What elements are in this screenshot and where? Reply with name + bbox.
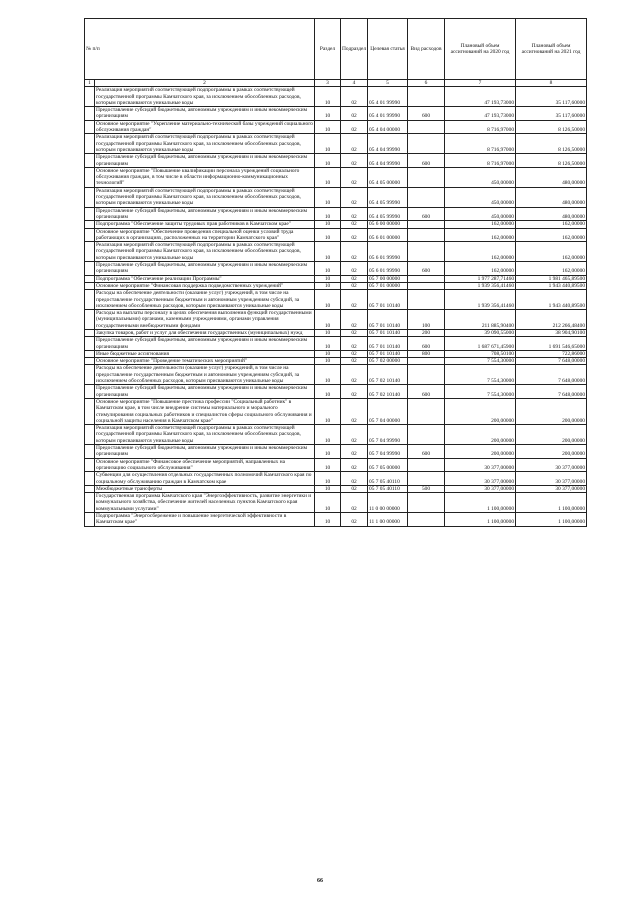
- row-amount-2021-cell: 200,00000: [516, 445, 587, 459]
- row-razdel-cell: 10: [315, 385, 341, 399]
- row-podrazdel-cell: 02: [341, 275, 368, 282]
- row-name-cell: Предоставление субсидий бюджетным, автономным учреждениям и иным некоммерческим организациям: [95, 337, 315, 351]
- row-number-cell: [85, 275, 95, 282]
- row-podrazdel-cell: 02: [341, 120, 368, 134]
- row-number-cell: [85, 472, 95, 486]
- row-number-cell: [85, 120, 95, 134]
- row-podrazdel-cell: 02: [341, 87, 368, 107]
- table-row: [85, 358, 587, 365]
- row-razdel-cell: 10: [315, 472, 341, 486]
- row-amount-2021-cell: 30 377,00000: [516, 458, 587, 472]
- row-target-article-cell: 05 7 05 40110: [368, 472, 408, 486]
- row-target-article-cell: 05 7 02 10140: [368, 365, 408, 385]
- row-number-cell: [85, 493, 95, 513]
- row-amount-2021-cell: 30 377,00000: [516, 485, 587, 492]
- row-number-cell: [85, 329, 95, 336]
- row-expense-type-cell: 200: [408, 329, 445, 336]
- row-name-cell: Реализация мероприятий соответствующей подпрограммы в рамках соответствующей государственной программы Камчатского края, за исключением обособленных расходов, которым присваиваются уникальные коды: [95, 242, 315, 262]
- table-row: [85, 350, 587, 357]
- row-amount-2021-cell: 38 904,90100: [516, 329, 587, 336]
- row-target-article-cell: 05 7 01 00000: [368, 282, 408, 289]
- row-podrazdel-cell: 02: [341, 154, 368, 168]
- row-amount-2021-cell: 1 943 440,89500: [516, 282, 587, 289]
- row-razdel-cell: 10: [315, 485, 341, 492]
- row-number-cell: [85, 358, 95, 365]
- row-name-cell: Подпрограмма "Обеспечение защиты трудовых прав работников в Камчатском крае": [95, 221, 315, 228]
- row-razdel-cell: 10: [315, 107, 341, 121]
- row-expense-type-cell: [408, 472, 445, 486]
- table-row: [85, 187, 587, 207]
- row-target-article-cell: 05 7 04 99990: [368, 445, 408, 459]
- row-amount-2020-cell: 450,00000: [445, 187, 516, 207]
- row-amount-2020-cell: 1 977 287,71460: [445, 275, 516, 282]
- row-name-cell: Расходы на обеспечение деятельности (оказание услуг) учреждений, в том числе на предоставление государственным бюджетным и автономным учреждениям субсидий, за исключением обособленных расходов, которым присваиваются уникальные коды: [95, 290, 315, 310]
- row-number-cell: [85, 221, 95, 228]
- table-row: [85, 242, 587, 262]
- row-target-article-cell: 05 4 01 99990: [368, 107, 408, 121]
- row-target-article-cell: 05 7 05 00000: [368, 458, 408, 472]
- row-amount-2021-cell: 480,00000: [516, 167, 587, 187]
- row-number-cell: [85, 282, 95, 289]
- table-row: [85, 228, 587, 242]
- row-razdel-cell: 10: [315, 167, 341, 187]
- row-number-cell: [85, 365, 95, 385]
- row-amount-2020-cell: 7 554,30000: [445, 365, 516, 385]
- row-name-cell: Межбюджетные трансферты: [95, 485, 315, 492]
- row-amount-2020-cell: 200,00000: [445, 398, 516, 424]
- row-razdel-cell: 10: [315, 242, 341, 262]
- row-name-cell: Реализация мероприятий соответствующей подпрограммы в рамках соответствующей государственной программы Камчатского края, за исключением обособленных расходов, которым присваиваются уникальные коды: [95, 425, 315, 445]
- row-podrazdel-cell: 02: [341, 398, 368, 424]
- table-row: [85, 120, 587, 134]
- row-expense-type-cell: [408, 358, 445, 365]
- row-podrazdel-cell: 02: [341, 221, 368, 228]
- table-row: [85, 275, 587, 282]
- row-razdel-cell: 10: [315, 310, 341, 330]
- row-amount-2021-cell: 480,00000: [516, 187, 587, 207]
- row-amount-2021-cell: 162,00000: [516, 228, 587, 242]
- row-amount-2021-cell: 35 117,60000: [516, 87, 587, 107]
- row-name-cell: Основное мероприятие "Обеспечение проведения специальной оценки условий труда работающих в организациях, расположенных на территории Камчатского края": [95, 228, 315, 242]
- row-expense-type-cell: [408, 242, 445, 262]
- table-row: [85, 329, 587, 336]
- row-razdel-cell: 10: [315, 458, 341, 472]
- row-razdel-cell: 10: [315, 513, 341, 527]
- row-amount-2020-cell: 1 100,00000: [445, 493, 516, 513]
- row-expense-type-cell: [408, 282, 445, 289]
- row-razdel-cell: 10: [315, 207, 341, 221]
- row-name-cell: Подпрограмма "Обеспечение реализации Программы": [95, 275, 315, 282]
- row-podrazdel-cell: 02: [341, 134, 368, 154]
- header-volume-2020: Плановый объем ассигнований на 2020 год: [445, 19, 516, 80]
- row-podrazdel-cell: 02: [341, 329, 368, 336]
- row-target-article-cell: 05 4 05 99990: [368, 187, 408, 207]
- table-row: [85, 134, 587, 154]
- row-amount-2020-cell: 8 716,97000: [445, 120, 516, 134]
- row-number-cell: [85, 485, 95, 492]
- row-amount-2020-cell: 708,50100: [445, 350, 516, 357]
- row-amount-2021-cell: 1 100,00000: [516, 513, 587, 527]
- row-expense-type-cell: 500: [408, 485, 445, 492]
- row-razdel-cell: 10: [315, 282, 341, 289]
- row-expense-type-cell: 600: [408, 207, 445, 221]
- table-row: [85, 282, 587, 289]
- row-amount-2021-cell: 480,00000: [516, 207, 587, 221]
- row-amount-2020-cell: 8 716,97000: [445, 134, 516, 154]
- row-amount-2021-cell: 212 266,48400: [516, 310, 587, 330]
- row-target-article-cell: 05 7 01 10140: [368, 337, 408, 351]
- row-podrazdel-cell: 02: [341, 167, 368, 187]
- table-row: [85, 513, 587, 527]
- row-number-cell: [85, 425, 95, 445]
- row-razdel-cell: 10: [315, 337, 341, 351]
- row-number-cell: [85, 242, 95, 262]
- row-expense-type-cell: [408, 425, 445, 445]
- budget-table: [84, 18, 587, 527]
- column-number: 8: [516, 80, 587, 87]
- row-amount-2021-cell: 8 126,50000: [516, 154, 587, 168]
- row-name-cell: Основное мероприятие "Проведение тематических мероприятий": [95, 358, 315, 365]
- page-number: 66: [317, 878, 323, 884]
- row-amount-2020-cell: 162,00000: [445, 242, 516, 262]
- row-podrazdel-cell: 02: [341, 107, 368, 121]
- table-row: [85, 398, 587, 424]
- row-name-cell: Расходы на обеспечение деятельности (оказание услуг) учреждений, в том числе на предоставление государственным бюджетным и автономным учреждениям субсидий, за исключением обособленных расходов, которым присваиваются уникальные коды: [95, 365, 315, 385]
- row-name-cell: Основное мероприятие "Укрепление материально-технической базы учреждений социального обслуживания граждан": [96, 120, 313, 134]
- row-amount-2020-cell: 1 687 671,45900: [445, 337, 516, 351]
- row-expense-type-cell: 600: [408, 337, 445, 351]
- row-number-cell: [85, 513, 95, 527]
- table-row: [85, 221, 587, 228]
- row-amount-2021-cell: 7 648,00000: [516, 385, 587, 399]
- row-name-cell: Государственная программа Камчатского края "Энергоэффективность, развитие энергетики и коммунального хозяйства, обеспечение жителей населенных пунктов Камчатского края коммунальными услугами": [95, 493, 315, 513]
- row-podrazdel-cell: 02: [341, 472, 368, 486]
- row-podrazdel-cell: 02: [341, 458, 368, 472]
- table-row: [85, 385, 587, 399]
- row-razdel-cell: 10: [315, 493, 341, 513]
- row-podrazdel-cell: 02: [341, 282, 368, 289]
- table-row: [85, 154, 587, 168]
- column-number: 5: [368, 80, 408, 87]
- row-expense-type-cell: 600: [408, 445, 445, 459]
- row-amount-2021-cell: 1 943 440,89500: [516, 290, 587, 310]
- row-expense-type-cell: [408, 228, 445, 242]
- row-amount-2020-cell: 1 939 356,41460: [445, 282, 516, 289]
- row-podrazdel-cell: 02: [341, 242, 368, 262]
- row-razdel-cell: 10: [315, 290, 341, 310]
- header-row: [85, 19, 587, 80]
- row-podrazdel-cell: 02: [341, 310, 368, 330]
- column-number: 6: [408, 80, 445, 87]
- row-amount-2020-cell: 7 554,30000: [445, 385, 516, 399]
- row-expense-type-cell: [408, 167, 445, 187]
- row-razdel-cell: 10: [315, 187, 341, 207]
- row-podrazdel-cell: 02: [341, 207, 368, 221]
- table-row: [85, 493, 587, 513]
- row-expense-type-cell: 600: [408, 107, 445, 121]
- row-amount-2020-cell: 211 885,90400: [445, 310, 516, 330]
- column-number: 1: [85, 80, 95, 87]
- row-number-cell: [85, 385, 95, 399]
- row-number-cell: [85, 167, 95, 187]
- row-podrazdel-cell: 02: [341, 445, 368, 459]
- row-target-article-cell: 05 6 00 00000: [368, 221, 408, 228]
- row-name-cell: Основное мероприятие "Повышение квалификации персонала учреждений социального обслуживания граждан, в том числе в области информационно-коммуникационных технологий": [95, 167, 315, 187]
- row-name-cell: Основное мероприятие "Финансовое обеспечение мероприятий, направленных на организацию социального обслуживания": [95, 458, 315, 472]
- table-row: [85, 337, 587, 351]
- row-amount-2021-cell: 8 126,50000: [516, 120, 587, 134]
- row-amount-2020-cell: 30 377,00000: [445, 472, 516, 486]
- row-amount-2020-cell: 200,00000: [445, 445, 516, 459]
- row-number-cell: [85, 398, 95, 424]
- row-amount-2021-cell: 200,00000: [516, 425, 587, 445]
- row-name-cell: Основное мероприятие "Повышение престижа профессии "Социальный работник" в Камчатском крае, в том числе внедрение системы материального и морального стимулирования социальных работников и специалистов сферы социального обслуживания и социальной защиты населения в Камчатском крае": [95, 398, 315, 424]
- header-razdel: Раздел: [315, 19, 341, 80]
- row-amount-2020-cell: 47 193,73000: [445, 107, 516, 121]
- row-amount-2021-cell: 162,00000: [516, 221, 587, 228]
- row-target-article-cell: 05 7 02 00000: [368, 358, 408, 365]
- row-amount-2021-cell: 162,00000: [516, 262, 587, 276]
- row-target-article-cell: 05 7 01 10140: [368, 290, 408, 310]
- table-row: [85, 262, 587, 276]
- row-amount-2021-cell: 1 981 465,89500: [516, 275, 587, 282]
- row-expense-type-cell: [408, 290, 445, 310]
- row-target-article-cell: 05 7 01 10140: [368, 329, 408, 336]
- row-amount-2020-cell: 1 100,00000: [445, 513, 516, 527]
- row-amount-2021-cell: 722,86000: [516, 350, 587, 357]
- column-number: 3: [315, 80, 341, 87]
- row-expense-type-cell: [408, 221, 445, 228]
- row-target-article-cell: 05 7 04 00000: [368, 398, 408, 424]
- row-amount-2021-cell: 162,00000: [516, 242, 587, 262]
- row-number-cell: [85, 228, 95, 242]
- row-target-article-cell: 05 6 01 99990: [368, 262, 408, 276]
- row-podrazdel-cell: 02: [341, 358, 368, 365]
- row-name-cell: Предоставление субсидий бюджетным, автономным учреждениям и иным некоммерческим организациям: [95, 262, 315, 276]
- row-name-cell: Закупка товаров, работ и услуг для обеспечения государственных (муниципальных) нужд: [95, 329, 315, 336]
- row-podrazdel-cell: 02: [341, 485, 368, 492]
- row-name-cell: Предоставление субсидий бюджетным, автономным учреждениям и иным некоммерческим организациям: [95, 385, 315, 399]
- row-name-cell: Иные бюджетные ассигнования: [95, 350, 315, 357]
- row-razdel-cell: 10: [315, 365, 341, 385]
- row-amount-2021-cell: 35 117,60000: [516, 107, 587, 121]
- row-amount-2020-cell: 8 716,97000: [445, 154, 516, 168]
- row-razdel-cell: 10: [315, 425, 341, 445]
- column-number: 7: [445, 80, 516, 87]
- row-target-article-cell: 05 4 05 99990: [368, 207, 408, 221]
- row-amount-2020-cell: 30 377,00000: [445, 485, 516, 492]
- table-row: [85, 425, 587, 445]
- header-expense-type: Вид расходов: [408, 19, 445, 80]
- row-podrazdel-cell: 02: [341, 493, 368, 513]
- row-name-cell: Предоставление субсидий бюджетным, автономным учреждениям и иным некоммерческим организациям: [95, 207, 315, 221]
- row-target-article-cell: 05 4 05 00000: [368, 167, 408, 187]
- row-amount-2020-cell: 450,00000: [445, 167, 516, 187]
- row-name-cell: Предоставление субсидий бюджетным, автономным учреждениям и иным некоммерческим организациям: [95, 154, 315, 168]
- row-razdel-cell: 10: [315, 358, 341, 365]
- row-target-article-cell: 05 6 01 99990: [368, 242, 408, 262]
- row-expense-type-cell: [408, 365, 445, 385]
- row-amount-2021-cell: 8 126,50000: [516, 134, 587, 154]
- table-row: [85, 167, 587, 187]
- row-amount-2020-cell: 200,00000: [445, 425, 516, 445]
- row-amount-2020-cell: 162,00000: [445, 221, 516, 228]
- row-podrazdel-cell: 02: [341, 513, 368, 527]
- row-razdel-cell: 10: [315, 120, 341, 134]
- row-number-cell: [85, 87, 95, 107]
- row-expense-type-cell: [408, 513, 445, 527]
- row-amount-2020-cell: 39 090,55000: [445, 329, 516, 336]
- row-target-article-cell: 11 0 00 00000: [368, 493, 408, 513]
- table-row: [85, 485, 587, 492]
- row-amount-2020-cell: 162,00000: [445, 228, 516, 242]
- row-razdel-cell: 10: [315, 329, 341, 336]
- row-razdel-cell: 10: [315, 134, 341, 154]
- row-target-article-cell: 05 7 00 00000: [368, 275, 408, 282]
- table-row: [85, 445, 587, 459]
- table-row: [85, 207, 587, 221]
- row-number-cell: [85, 187, 95, 207]
- row-podrazdel-cell: 02: [341, 385, 368, 399]
- header-target-article: Целевая статья: [368, 19, 408, 80]
- row-amount-2021-cell: 7 648,00000: [516, 365, 587, 385]
- row-expense-type-cell: 600: [408, 154, 445, 168]
- row-target-article-cell: 05 4 04 99990: [368, 134, 408, 154]
- row-amount-2020-cell: 162,00000: [445, 262, 516, 276]
- row-number-cell: [85, 458, 95, 472]
- row-target-article-cell: 05 7 02 10140: [368, 385, 408, 399]
- row-target-article-cell: 05 4 04 00000: [368, 120, 408, 134]
- row-target-article-cell: 05 7 04 99990: [368, 425, 408, 445]
- row-razdel-cell: 10: [315, 87, 341, 107]
- header-volume-2021: Плановый объем ассигнований на 2021 год: [516, 19, 587, 80]
- row-podrazdel-cell: 02: [341, 337, 368, 351]
- row-number-cell: [85, 107, 95, 121]
- row-razdel-cell: 10: [315, 350, 341, 357]
- row-target-article-cell: 05 4 01 99990: [368, 87, 408, 107]
- row-amount-2021-cell: 30 377,00000: [516, 472, 587, 486]
- row-target-article-cell: 05 4 04 99990: [368, 154, 408, 168]
- table-row: [85, 310, 587, 330]
- row-podrazdel-cell: 02: [341, 262, 368, 276]
- row-razdel-cell: 10: [315, 154, 341, 168]
- row-amount-2020-cell: 47 193,73000: [445, 87, 516, 107]
- row-amount-2021-cell: 1 100,00000: [516, 493, 587, 513]
- row-name-cell: Расходы на выплаты персоналу в целях обеспечения выполнения функций государственными (муниципальными) органами, казенными учреждениями, органами управления государственными внебюджетными фондами: [95, 310, 315, 330]
- row-amount-2021-cell: 7 648,00000: [516, 358, 587, 365]
- table-row: [85, 365, 587, 385]
- row-name-cell: Субвенции для осуществления отдельных государственных полномочий Камчатского края по социальному обслуживанию граждан в Камчатском крае: [95, 472, 315, 486]
- column-number: 2: [95, 80, 315, 87]
- row-expense-type-cell: [408, 187, 445, 207]
- row-number-cell: [85, 134, 95, 154]
- row-name-cell: Подпрограмма "Энергосбережение и повышение энергетической эффективности в Камчатском крае": [95, 513, 315, 527]
- row-name-cell: Реализация мероприятий соответствующей подпрограммы в рамках соответствующей государственной программы Камчатского края, за исключением обособленных расходов, которым присваиваются уникальные коды: [95, 87, 315, 107]
- row-expense-type-cell: [408, 87, 445, 107]
- row-number-cell: [85, 310, 95, 330]
- row-expense-type-cell: [408, 120, 445, 134]
- row-expense-type-cell: [408, 493, 445, 513]
- column-number-row: [85, 80, 587, 87]
- row-name-cell: Реализация мероприятий соответствующей подпрограммы в рамках соответствующей государственной программы Камчатского края, за исключением обособленных расходов, которым присваиваются уникальные коды: [95, 187, 315, 207]
- row-razdel-cell: 10: [315, 228, 341, 242]
- row-amount-2020-cell: 450,00000: [445, 207, 516, 221]
- row-number-cell: [85, 445, 95, 459]
- row-razdel-cell: 10: [315, 262, 341, 276]
- row-number-cell: [85, 290, 95, 310]
- row-name-cell: Основное мероприятие "Финансовая поддержка подведомственных учреждений": [95, 282, 315, 289]
- table-body: [85, 87, 587, 526]
- row-podrazdel-cell: 02: [341, 350, 368, 357]
- row-expense-type-cell: [408, 398, 445, 424]
- row-name-cell: Предоставление субсидий бюджетным, автономным учреждениям и иным некоммерческим организациям: [95, 107, 315, 121]
- row-target-article-cell: 05 6 01 00000: [368, 228, 408, 242]
- row-number-cell: [85, 154, 95, 168]
- table-row: [85, 290, 587, 310]
- row-podrazdel-cell: 02: [341, 228, 368, 242]
- table-row: [85, 87, 587, 107]
- row-amount-2020-cell: 30 377,00000: [445, 458, 516, 472]
- table-row: [85, 107, 587, 121]
- row-name-cell: Предоставление субсидий бюджетным, автономным учреждениям и иным некоммерческим организациям: [95, 445, 315, 459]
- row-amount-2021-cell: 1 691 546,65000: [516, 337, 587, 351]
- row-podrazdel-cell: 02: [341, 365, 368, 385]
- row-razdel-cell: 10: [315, 275, 341, 282]
- row-expense-type-cell: 600: [408, 262, 445, 276]
- row-razdel-cell: 10: [315, 398, 341, 424]
- row-target-article-cell: 05 7 01 10140: [368, 310, 408, 330]
- row-razdel-cell: 10: [315, 445, 341, 459]
- row-number-cell: [85, 337, 95, 351]
- row-target-article-cell: 11 1 00 00000: [368, 513, 408, 527]
- row-number-cell: [85, 207, 95, 221]
- row-expense-type-cell: [408, 134, 445, 154]
- column-number: 4: [341, 80, 368, 87]
- row-podrazdel-cell: 02: [341, 425, 368, 445]
- row-target-article-cell: 05 7 01 10140: [368, 350, 408, 357]
- row-expense-type-cell: [408, 458, 445, 472]
- row-razdel-cell: 10: [315, 221, 341, 228]
- row-expense-type-cell: 100: [408, 310, 445, 330]
- row-podrazdel-cell: 02: [341, 290, 368, 310]
- row-target-article-cell: 05 7 05 40110: [368, 485, 408, 492]
- row-number-cell: [85, 262, 95, 276]
- row-name-cell: Реализация мероприятий соответствующей подпрограммы в рамках соответствующей государственной программы Камчатского края, за исключением обособленных расходов, которым присваиваются уникальные коды: [95, 134, 315, 154]
- row-podrazdel-cell: 02: [341, 187, 368, 207]
- row-expense-type-cell: 600: [408, 385, 445, 399]
- row-number-cell: [85, 350, 95, 357]
- table-row: [85, 472, 587, 486]
- table-row: [85, 458, 587, 472]
- row-expense-type-cell: [408, 275, 445, 282]
- row-amount-2020-cell: 1 939 356,41460: [445, 290, 516, 310]
- header-podrazdel: Подраздел: [341, 19, 368, 80]
- row-amount-2020-cell: 7 554,30000: [445, 358, 516, 365]
- row-expense-type-cell: 800: [408, 350, 445, 357]
- row-amount-2021-cell: 200,00000: [516, 398, 587, 424]
- header-number: № п/п: [85, 19, 315, 80]
